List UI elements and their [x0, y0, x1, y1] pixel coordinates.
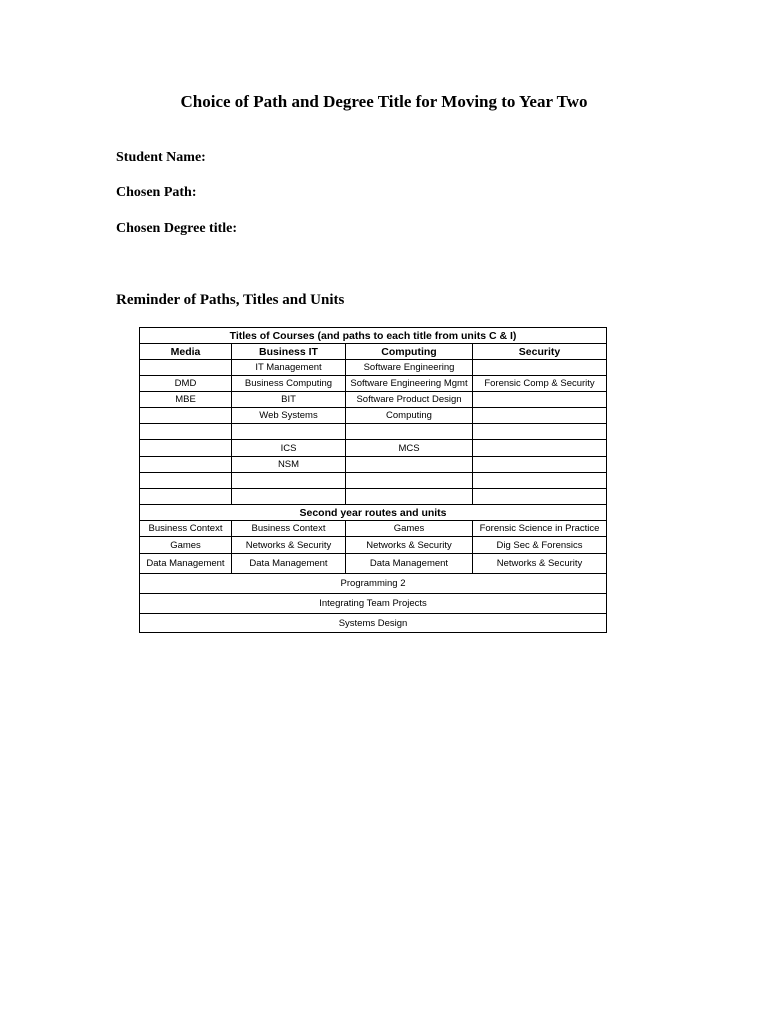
table-row: [140, 457, 607, 473]
table-cell: Business Context: [232, 521, 346, 537]
table-cell: BIT: [232, 392, 346, 408]
table-row: [140, 489, 607, 505]
table-cell: [232, 489, 346, 505]
table-row: [140, 473, 607, 489]
table-row: [140, 440, 607, 457]
table-cell: Software Engineering: [346, 360, 473, 376]
table-cell: Networks & Security: [232, 537, 346, 554]
table-row: [140, 360, 607, 376]
chosen-degree-title-label: Chosen Degree title:: [116, 221, 238, 236]
table-cell: [232, 473, 346, 489]
table-cell: DMD: [140, 376, 232, 392]
table-cell: [140, 489, 232, 505]
table-cell: MBE: [140, 392, 232, 408]
table-cell: Games: [140, 537, 232, 554]
table-cell: [346, 489, 473, 505]
table-cell: Data Management: [346, 554, 473, 574]
table-row: [140, 408, 607, 424]
table-cell: [346, 473, 473, 489]
page-title: Choice of Path and Degree Title for Moving to Year Two: [180, 92, 588, 111]
table-cell: Data Management: [140, 554, 232, 574]
table-cell: [473, 489, 607, 505]
table-cell: [473, 457, 607, 473]
table-cell: [140, 408, 232, 424]
table-cell: [232, 424, 346, 440]
table-cell: [140, 457, 232, 473]
table-cell: [140, 440, 232, 457]
table-row: [140, 554, 607, 574]
table-cell: [473, 440, 607, 457]
table-cell: ICS: [232, 440, 346, 457]
shared-unit-row: Programming 2: [140, 574, 607, 594]
table-header: Titles of Courses (and paths to each title from units C & I): [140, 328, 607, 344]
table-cell: IT Management: [232, 360, 346, 376]
table-row: [140, 376, 607, 392]
table-cell: [346, 457, 473, 473]
table-cell: Networks & Security: [473, 554, 607, 574]
table-cell: [473, 392, 607, 408]
student-name-label: Student Name:: [116, 150, 206, 165]
reminder-heading: Reminder of Paths, Titles and Units: [116, 292, 345, 308]
table-cell: [140, 360, 232, 376]
table-cell: NSM: [232, 457, 346, 473]
chosen-path-label: Chosen Path:: [116, 185, 197, 200]
column-header-media: Media: [140, 344, 232, 360]
shared-unit-row: Integrating Team Projects: [140, 594, 607, 614]
table-cell: Networks & Security: [346, 537, 473, 554]
second-year-header: Second year routes and units: [140, 505, 607, 521]
table-cell: [473, 473, 607, 489]
table-cell: [346, 424, 473, 440]
table-cell: Business Computing: [232, 376, 346, 392]
table-cell: Computing: [346, 408, 473, 424]
table-cell: Web Systems: [232, 408, 346, 424]
table-cell: [473, 408, 607, 424]
table-cell: Software Engineering Mgmt: [346, 376, 473, 392]
table-row: [140, 424, 607, 440]
table-cell: MCS: [346, 440, 473, 457]
paths-table: [139, 327, 607, 633]
table-cell: Data Management: [232, 554, 346, 574]
table-cell: [140, 424, 232, 440]
shared-unit-row: Systems Design: [140, 614, 607, 633]
table-cell: Games: [346, 521, 473, 537]
table-row: [140, 521, 607, 537]
table-row: [140, 392, 607, 408]
table-cell: Software Product Design: [346, 392, 473, 408]
table-cell: Dig Sec & Forensics: [473, 537, 607, 554]
table-row: [140, 537, 607, 554]
table-cell: Forensic Science in Practice: [473, 521, 607, 537]
table-cell: Business Context: [140, 521, 232, 537]
column-header-computing: Computing: [346, 344, 473, 360]
table-cell: [140, 473, 232, 489]
table-cell: [473, 424, 607, 440]
column-header-business-it: Business IT: [232, 344, 346, 360]
column-header-security: Security: [473, 344, 607, 360]
table-cell: Forensic Comp & Security: [473, 376, 607, 392]
paths-table-container: [139, 327, 606, 633]
table-cell: [473, 360, 607, 376]
